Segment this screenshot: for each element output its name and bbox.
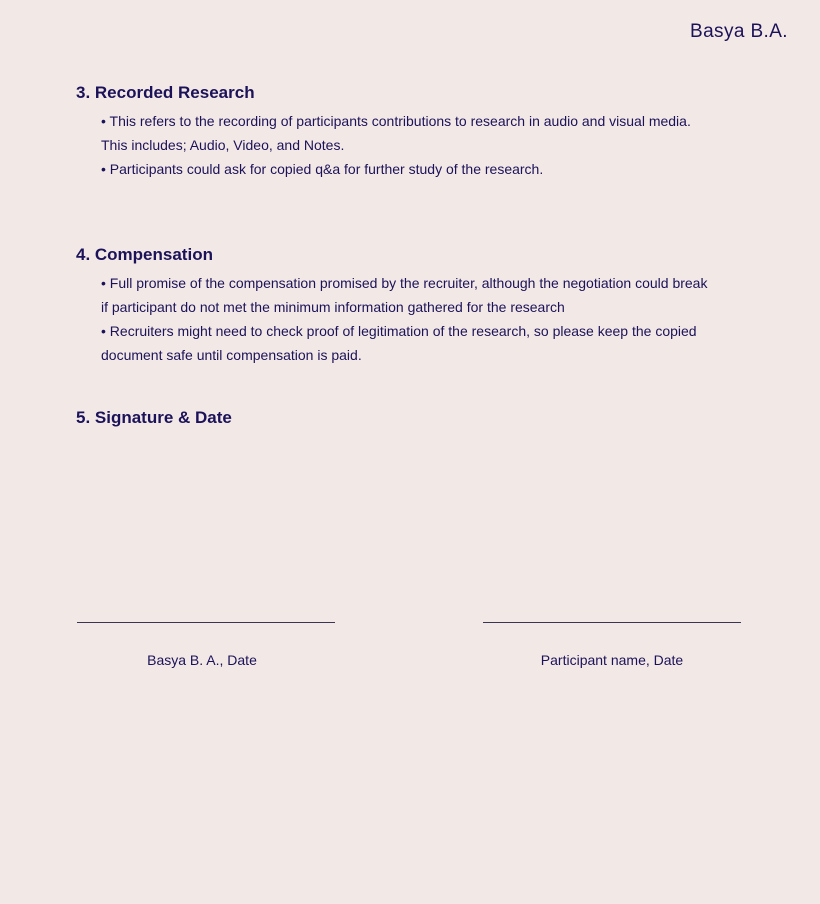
section-body-recorded-research xyxy=(101,109,716,181)
signature-line-participant xyxy=(483,622,741,623)
signature-caption-researcher: Basya B. A., Date xyxy=(147,652,257,668)
section-body-compensation xyxy=(101,271,716,367)
section-compensation xyxy=(76,244,716,367)
paragraph-line: This includes; Audio, Video, and Notes. xyxy=(101,137,345,153)
paragraph-line: • Full promise of the compensation promised by the recruiter, although the negotiation could break xyxy=(101,275,708,291)
paragraph-line: document safe until compensation is paid. xyxy=(101,347,362,363)
paragraph-line: • Participants could ask for copied q&a for further study of the research. xyxy=(101,161,544,177)
paragraph-line: if participant do not met the minimum information gathered for the research xyxy=(101,299,565,315)
section-recorded-research xyxy=(76,82,716,181)
signature-line-researcher xyxy=(77,622,335,623)
section-title-compensation: 4. Compensation xyxy=(76,245,213,264)
paragraph-line: • This refers to the recording of participants contributions to research in audio and visual media. xyxy=(101,113,691,129)
section-signature xyxy=(76,407,716,429)
brand-name: Basya B.A. xyxy=(690,21,788,42)
section-title-recorded-research: 3. Recorded Research xyxy=(76,83,255,102)
signature-caption-participant: Participant name, Date xyxy=(540,652,684,668)
section-title-signature: 5. Signature & Date xyxy=(76,408,232,427)
paragraph-line: • Recruiters might need to check proof of legitimation of the research, so please keep the copied xyxy=(101,323,697,339)
